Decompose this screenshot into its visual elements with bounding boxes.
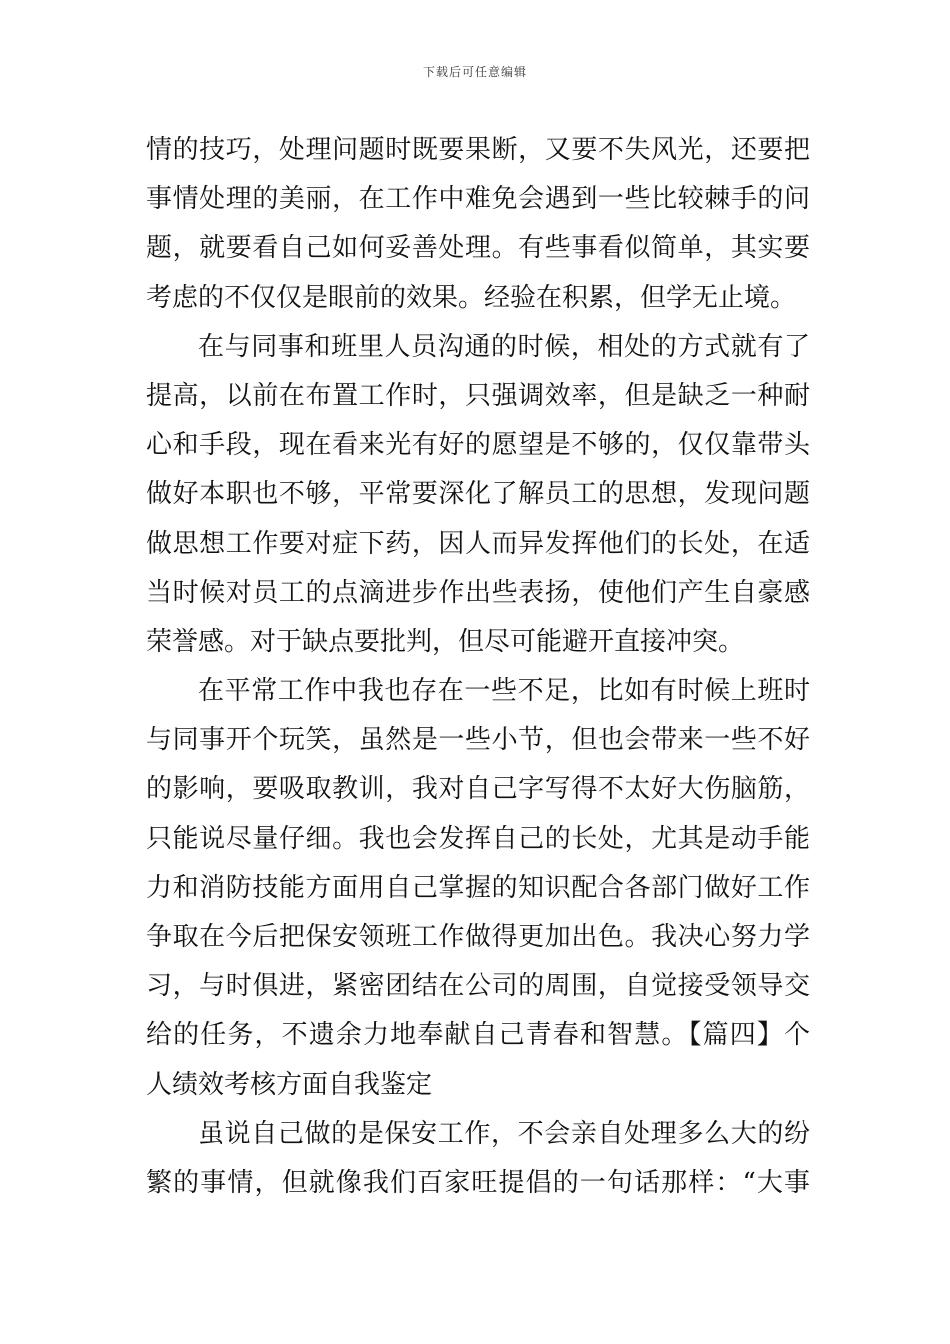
paragraph-first-line: 在平常工作中我也存在一些不足，比如有时候上班时: [198, 676, 810, 707]
text-line: 只能说尽量仔细。我也会发挥自己的长处，尤其是动手能: [146, 823, 810, 854]
text-line: 题，就要看自己如何妥善处理。有些事看似简单，其实要: [146, 233, 810, 264]
text-line: 争取在今后把保安领班工作做得更加出色。我决心努力学: [146, 922, 810, 952]
text-line: 做好本职也不够，平常要深化了解员工的思想，发现问题: [146, 479, 810, 510]
paragraph-first-line: 在与同事和班里人员沟通的时候，相处的方式就有了: [198, 331, 810, 362]
text-line: 与同事开个玩笑，虽然是一些小节，但也会带来一些不好: [146, 725, 810, 756]
text-line: 给的任务，不遗余力地奉献自己青春和智慧。【篇四】个: [146, 1020, 810, 1051]
page-header-note: 下载后可任意编辑: [422, 65, 527, 79]
paragraph-first-line: 虽说自己做的是保安工作，不会亲自处理多么大的纷: [198, 1118, 810, 1149]
text-line: 荣誉感。对于缺点要批判，但尽可能避开直接冲突。: [146, 626, 745, 657]
text-line: 提高，以前在布置工作时，只强调效率，但是缺乏一种耐: [146, 380, 810, 411]
text-line: 繁的事情，但就像我们百家旺提倡的一句话那样：“大事: [146, 1167, 810, 1198]
text-line: 习，与时俱进，紧密团结在公司的周围，自觉接受领导交: [146, 971, 810, 1002]
text-line: 事情处理的美丽，在工作中难免会遇到一些比较棘手的问: [146, 184, 810, 215]
text-line: 考虑的不仅仅是眼前的效果。经验在积累，但学无止境。: [146, 282, 797, 313]
text-line: 做思想工作要对症下药，因人而异发挥他们的长处，在适: [146, 528, 810, 559]
text-line: 力和消防技能方面用自己掌握的知识配合各部门做好工作: [146, 872, 810, 903]
text-line: 心和手段，现在看来光有好的愿望是不够的，仅仅靠带头: [146, 430, 810, 461]
document-body: [146, 126, 810, 1208]
section-heading-line: 人绩效考核方面自我鉴定: [146, 1069, 433, 1100]
text-line: 情的技巧，处理问题时既要果断，又要不失风光，还要把: [146, 135, 810, 165]
text-line: 当时候对员工的点滴进步作出些表扬，使他们产生自豪感: [146, 577, 810, 608]
text-line: 的影响，要吸取教训，我对自己字写得不太好大伤脑筋，: [146, 774, 810, 805]
